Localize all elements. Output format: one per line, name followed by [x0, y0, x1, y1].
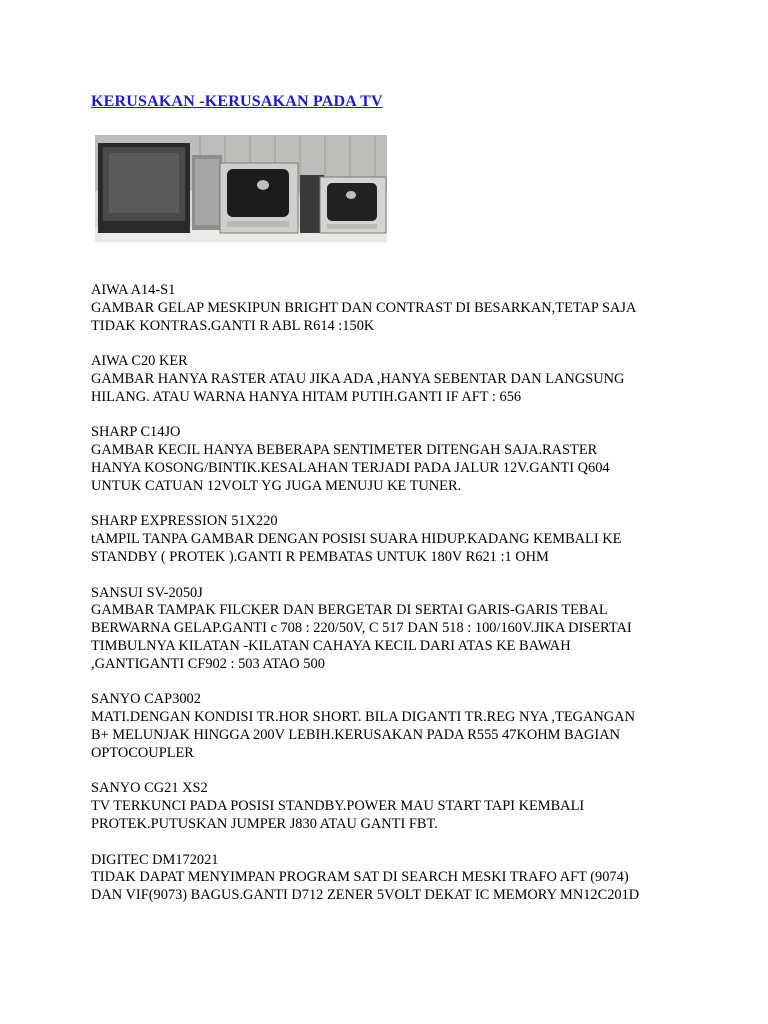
fault-list [91, 282, 691, 923]
fault-entry [91, 585, 691, 674]
tv-photo [95, 135, 387, 242]
fault-description-line: tAMPIL TANPA GAMBAR DENGAN POSISI SUARA HIDUP.KADANG KEMBALI KE [91, 531, 622, 548]
tv-model: AIWA C20 KER [91, 353, 188, 370]
fault-description-line: UNTUK CATUAN 12VOLT YG JUGA MENUJU KE TUNER. [91, 477, 462, 494]
fault-entry [91, 282, 691, 335]
fault-description-line: TIDAK KONTRAS.GANTI R ABL R614 :150K [91, 317, 375, 334]
fault-entry [91, 780, 691, 833]
fault-description-line: STANDBY ( PROTEK ).GANTI R PEMBATAS UNTUK 180V R621 :1 OHM [91, 548, 549, 565]
page-title[interactable]: KERUSAKAN -KERUSAKAN PADA TV [91, 93, 383, 110]
fault-description-line: OPTOCOUPLER [91, 744, 194, 761]
fault-description-line: GAMBAR KECIL HANYA BEBERAPA SENTIMETER DITENGAH SAJA.RASTER [91, 442, 598, 459]
fault-description-line: DAN VIF(9073) BAGUS.GANTI D712 ZENER 5VOLT DEKAT IC MEMORY MN12C201D [91, 887, 640, 904]
fault-entry [91, 691, 691, 762]
tv-model: SANSUI SV-2050J [91, 584, 203, 601]
fault-entry [91, 513, 691, 566]
fault-entry [91, 353, 691, 406]
tv-model: AIWA A14-S1 [91, 282, 176, 298]
fault-description-line: GAMBAR GELAP MESKIPUN BRIGHT DAN CONTRAST DI BESARKAN,TETAP SAJA [91, 299, 637, 316]
fault-description-line: GAMBAR TAMPAK FILCKER DAN BERGETAR DI SERTAI GARIS-GARIS TEBAL [91, 602, 608, 619]
fault-description-line: MATI.DENGAN KONDISI TR.HOR SHORT. BILA DIGANTI TR.REG NYA ,TEGANGAN [91, 709, 635, 726]
tv-model: SANYO CAP3002 [91, 691, 201, 708]
tv-model: SHARP EXPRESSION 51X220 [91, 513, 278, 530]
fault-description-line: TIDAK DAPAT MENYIMPAN PROGRAM SAT DI SEARCH MESKI TRAFO AFT (9074) [91, 869, 629, 886]
tv-model: DIGITEC DM172021 [91, 851, 219, 868]
fault-description-line: PROTEK.PUTUSKAN JUMPER J830 ATAU GANTI FBT. [91, 815, 438, 832]
fault-description-line: BERWARNA GELAP.GANTI c 708 : 220/50V, C 517 DAN 518 : 100/160V.JIKA DISERTAI [91, 620, 632, 637]
fault-description-line: TV TERKUNCI PADA POSISI STANDBY.POWER MAU START TAPI KEMBALI [91, 798, 585, 815]
fault-description-line: HANYA KOSONG/BINTIK.KESALAHAN TERJADI PADA JALUR 12V.GANTI Q604 [91, 459, 610, 476]
tv-model: SANYO CG21 XS2 [91, 780, 208, 797]
fault-description-line: B+ MELUNJAK HINGGA 200V LEBIH.KERUSAKAN PADA R555 47KOHM BAGIAN [91, 726, 621, 743]
fault-description-line: GAMBAR HANYA RASTER ATAU JIKA ADA ,HANYA SEBENTAR DAN LANGSUNG [91, 370, 625, 387]
fault-entry [91, 852, 691, 905]
tv-model: SHARP C14JO [91, 424, 181, 441]
fault-description-line: TIMBULNYA KILATAN -KILATAN CAHAYA KECIL DARI ATAS KE BAWAH [91, 637, 571, 654]
fault-description-line: HILANG. ATAU WARNA HANYA HITAM PUTIH.GANTI IF AFT : 656 [91, 388, 522, 405]
fault-entry [91, 424, 691, 495]
fault-description-line: ,GANTIGANTI CF902 : 503 ATAO 500 [91, 655, 325, 672]
